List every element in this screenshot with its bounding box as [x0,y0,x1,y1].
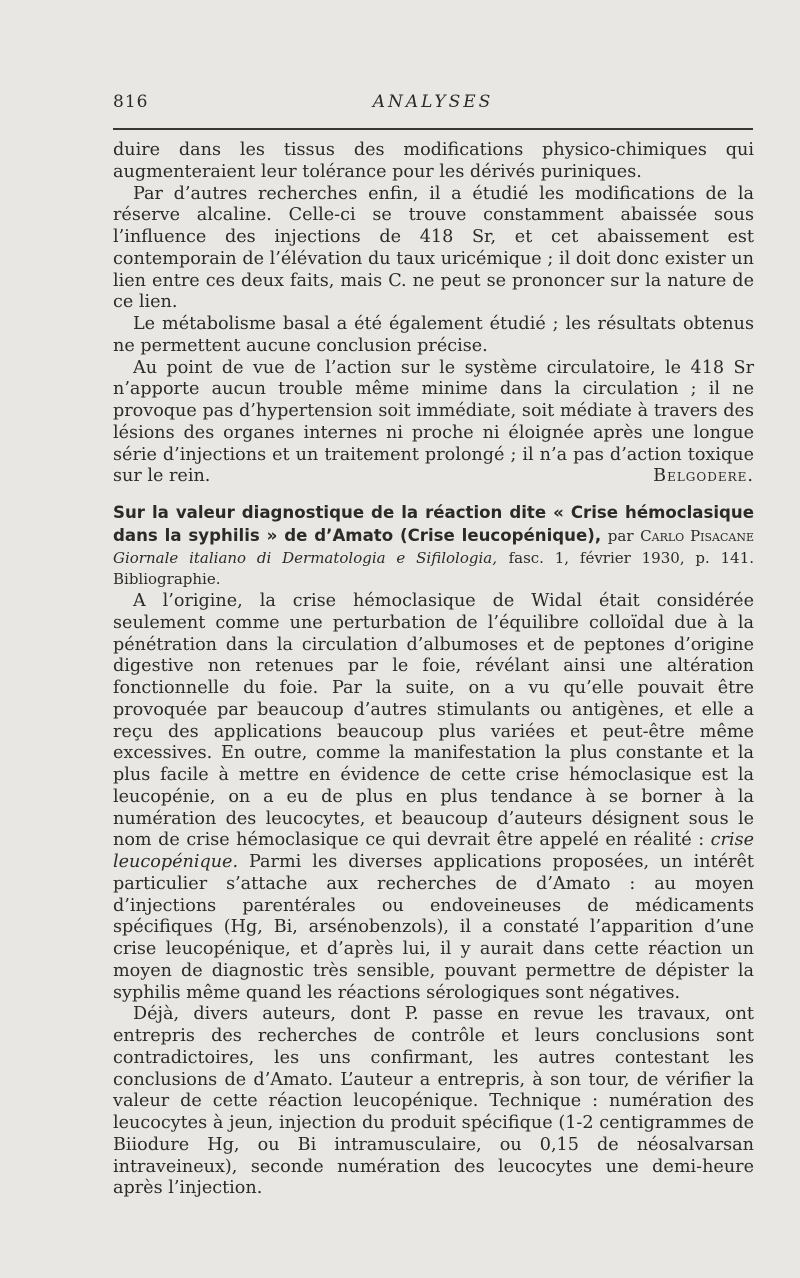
review1-paragraph-1: duire dans les tissus des modifications physico-chimiques qui augmenteraient leur tolérance pour les dérivés puriniques. [113,140,754,182]
review2-paragraph-2: Déjà, divers auteurs, dont P. passe en revue les travaux, ont entrepris des recherches de contrôle et leurs conclusions sont contradictoires, les uns confirmant, les autres contestant les conclusions de d’Amato. L’auteur a entrepris, à son tour, de vérifier la valeur de cette réaction leucopénique. Technique : numération des leucocytes à jeun, injection du produit spécifique (1-2 centigrammes de Biiodure Hg, ou Bi intramusculaire, ou 0,15 de néosalvarsan intraveineux), seconde numération des leucocytes une demi-heure après l’injection. [113,1004,754,1199]
page-number: 816 [113,92,149,112]
review2-emphasis: crise leucopénique. [113,830,755,872]
review2-paragraph-1 [113,591,754,1004]
page-header [113,92,753,116]
review2-citation: fasc. 1, février 1930, p. 141. Bibliographie. [113,548,755,589]
review1-paragraph-3: Le métabolisme basal a été également étudié ; les résultats obtenus ne permettent aucune conclusion précise. [113,314,754,356]
review2-paragraph-1-b: Parmi les diverses applications proposées, un intérêt particulier s’attache aux recherches de d’Amato : au moyen d’injections parentérales ou endoveineuses de médicaments spécifiques (Hg, Bi, arsénobenzols), il a constaté l’apparition d’une crise leucopénique, et d’après lui, il y aurait dans cette réaction un moyen de diagnostic très sensible, pouvant permettre de dépister la syphilis même quand les réactions sérologiques sont négatives. [113,852,754,1003]
page-body [113,140,754,1200]
review2-title: Sur la valeur diagnostique de la réaction dite « Crise hémoclasique dans la syphilis » de d’Amato (Crise leucopénique), [113,503,754,545]
review2-heading [113,502,754,591]
review1-paragraph-4 [113,358,754,489]
review2-journal: Giornale italiano di Dermatologia e Sifilologia, [113,548,497,567]
review2-author: Carlo Pisacane [640,526,755,545]
review1-signature: Belgodere. [653,466,754,487]
running-head: ANALYSES [372,92,494,112]
review1-paragraph-4-text: Au point de vue de l’action sur le système circulatoire, le 418 Sr n’apporte aucun trouble même minime dans la circulation ; il ne provoque pas d’hypertension soit immédiate, soit médiate à travers des lésions des organes internes ni proche ni éloignée après une longue série d’injections et un traitement prolongé ; il n’a pas d’action toxique sur le rein. [113,357,754,487]
review1-paragraph-2: Par d’autres recherches enfin, il a étudié les modifications de la réserve alcaline. Celle-ci se trouve constamment abaissée sous l’influence des injections de 418 Sr, et cet abaissement est contemporain de l’élévation du taux uricémique ; il doit donc exister un lien entre ces deux faits, mais C. ne peut se prononcer sur la nature de ce lien. [113,183,754,313]
header-rule [113,128,753,130]
review2-by: par [607,526,634,545]
review2-paragraph-1-a: A l’origine, la crise hémoclasique de Widal était considérée seulement comme une perturbation de l’équilibre colloïdal due à la pénétration dans la circulation d’albumoses et de peptones d’origine digestive non retenues par le foie, révélant ainsi une altération fonctionnelle du foie. Par la suite, on a vu qu’elle pouvait être provoquée par beaucoup d’autres stimulants ou antigènes, et elle a reçu des applications beaucoup plus variées et peut-être même excessives. En outre, comme la manifestation la plus constante et la plus facile à mettre en évidence de cette crise hémoclasique est la leucopénie, on a eu de plus en plus tendance à se borner à la numération des leucocytes, et beaucoup d’auteurs désignent sous le nom de crise hémoclasique ce qui devrait être appelé en réalité : [113,591,754,851]
